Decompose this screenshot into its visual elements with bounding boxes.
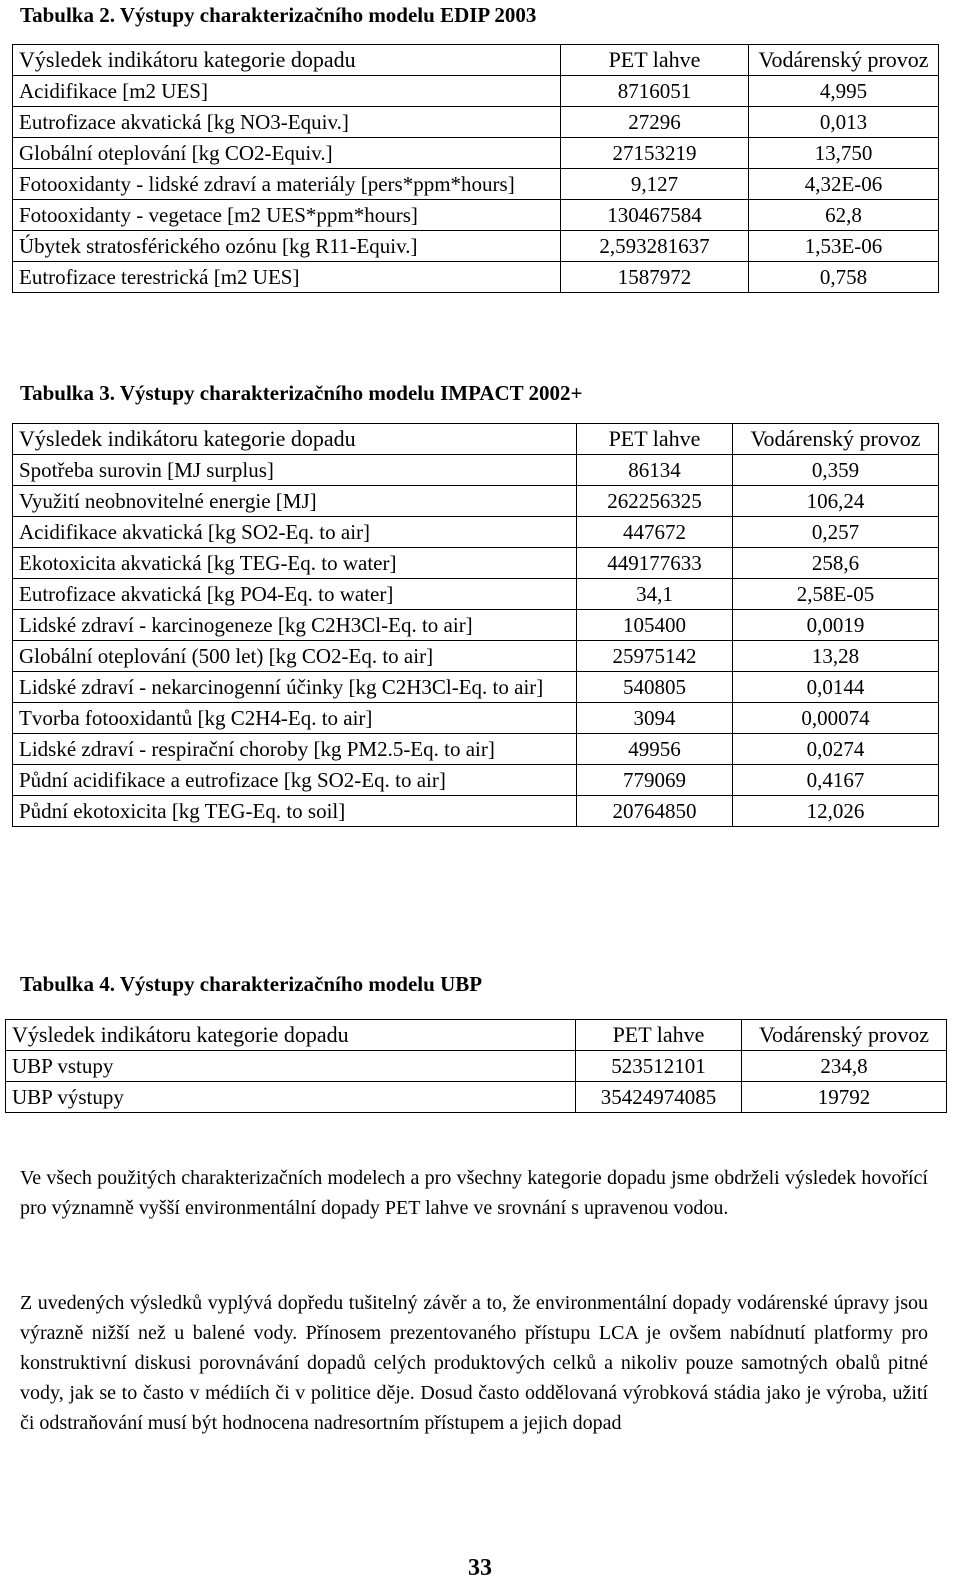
table-row: [13, 517, 939, 548]
table-row: [13, 672, 939, 703]
indicator-cell: Lidské zdraví - respirační choroby [kg PM2.5-Eq. to air]: [13, 734, 577, 765]
water-value-cell: 0,0144: [733, 672, 939, 703]
pet-value-cell: 540805: [577, 672, 733, 703]
table4-header-row: [6, 1020, 947, 1051]
water-value-cell: 0,0274: [733, 734, 939, 765]
table3-caption: Tabulka 3. Výstupy charakterizačního modelu IMPACT 2002+: [20, 381, 583, 405]
pet-value-cell: 262256325: [577, 486, 733, 517]
indicator-cell: Fotooxidanty - vegetace [m2 UES*ppm*hours]: [13, 200, 561, 231]
column-header-water: Vodárenský provoz: [749, 45, 939, 76]
indicator-cell: Eutrofizace terestrická [m2 UES]: [13, 262, 561, 293]
pet-value-cell: 1587972: [561, 262, 749, 293]
table-row: [13, 765, 939, 796]
water-value-cell: 0,359: [733, 455, 939, 486]
pet-value-cell: 49956: [577, 734, 733, 765]
table-row: [13, 107, 939, 138]
indicator-cell: Půdní acidifikace a eutrofizace [kg SO2-Eq. to air]: [13, 765, 577, 796]
water-value-cell: 1,53E-06: [749, 231, 939, 262]
water-value-cell: 13,28: [733, 641, 939, 672]
column-header-indicator: Výsledek indikátoru kategorie dopadu: [6, 1020, 576, 1051]
water-value-cell: 62,8: [749, 200, 939, 231]
column-header-indicator: Výsledek indikátoru kategorie dopadu: [13, 45, 561, 76]
indicator-cell: Spotřeba surovin [MJ surplus]: [13, 455, 577, 486]
pet-value-cell: 27153219: [561, 138, 749, 169]
water-value-cell: 12,026: [733, 796, 939, 827]
pet-value-cell: 449177633: [577, 548, 733, 579]
table4-body: [6, 1051, 947, 1113]
page-number: 33: [468, 1555, 492, 1581]
table-row: [13, 610, 939, 641]
pet-value-cell: 86134: [577, 455, 733, 486]
water-value-cell: 234,8: [742, 1051, 947, 1082]
water-value-cell: 0,257: [733, 517, 939, 548]
table-row: [13, 76, 939, 107]
pet-value-cell: 20764850: [577, 796, 733, 827]
water-value-cell: 0,4167: [733, 765, 939, 796]
column-header-pet: PET lahve: [561, 45, 749, 76]
column-header-indicator: Výsledek indikátoru kategorie dopadu: [13, 424, 577, 455]
table-row: [13, 703, 939, 734]
indicator-cell: Acidifikace akvatická [kg SO2-Eq. to air]: [13, 517, 577, 548]
indicator-cell: UBP výstupy: [6, 1082, 576, 1113]
pet-value-cell: 35424974085: [576, 1082, 742, 1113]
table-row: [13, 641, 939, 672]
indicator-cell: UBP vstupy: [6, 1051, 576, 1082]
water-value-cell: 2,58E-05: [733, 579, 939, 610]
indicator-cell: Lidské zdraví - karcinogeneze [kg C2H3Cl-Eq. to air]: [13, 610, 577, 641]
table-row: [13, 200, 939, 231]
water-value-cell: 258,6: [733, 548, 939, 579]
table-row: [6, 1051, 947, 1082]
indicator-cell: Eutrofizace akvatická [kg PO4-Eq. to water]: [13, 579, 577, 610]
table-row: [13, 169, 939, 200]
table-row: [13, 262, 939, 293]
water-value-cell: 0,00074: [733, 703, 939, 734]
column-header-water: Vodárenský provoz: [742, 1020, 947, 1051]
table-row: [13, 734, 939, 765]
pet-value-cell: 523512101: [576, 1051, 742, 1082]
column-header-water: Vodárenský provoz: [733, 424, 939, 455]
indicator-cell: Tvorba fotooxidantů [kg C2H4-Eq. to air]: [13, 703, 577, 734]
pet-value-cell: 8716051: [561, 76, 749, 107]
table4-caption: Tabulka 4. Výstupy charakterizačního modelu UBP: [20, 972, 483, 996]
pet-value-cell: 9,127: [561, 169, 749, 200]
column-header-pet: PET lahve: [576, 1020, 742, 1051]
indicator-cell: Fotooxidanty - lidské zdraví a materiály [pers*ppm*hours]: [13, 169, 561, 200]
indicator-cell: Globální oteplování [kg CO2-Equiv.]: [13, 138, 561, 169]
indicator-cell: Lidské zdraví - nekarcinogenní účinky [kg C2H3Cl-Eq. to air]: [13, 672, 577, 703]
indicator-cell: Acidifikace [m2 UES]: [13, 76, 561, 107]
water-value-cell: 106,24: [733, 486, 939, 517]
pet-value-cell: 130467584: [561, 200, 749, 231]
table-row: [13, 796, 939, 827]
table2-body: [13, 76, 939, 293]
table-row: [13, 486, 939, 517]
indicator-cell: Ekotoxicita akvatická [kg TEG-Eq. to water]: [13, 548, 577, 579]
table4: [5, 1019, 947, 1113]
water-value-cell: 0,758: [749, 262, 939, 293]
water-value-cell: 0,0019: [733, 610, 939, 641]
indicator-cell: Globální oteplování (500 let) [kg CO2-Eq. to air]: [13, 641, 577, 672]
table2-header-row: [13, 45, 939, 76]
table2: [12, 44, 939, 293]
water-value-cell: 4,32E-06: [749, 169, 939, 200]
pet-value-cell: 779069: [577, 765, 733, 796]
body-paragraph-2: Z uvedených výsledků vyplývá dopředu tušitelný závěr a to, že environmentální dopady vodárenské úpravy jsou výrazně nižší než u balené vody. Přínosem prezentovaného přístupu LCA je ovšem nabídnutí platformy pro konstruktivní diskusi porovnávání dopadů celých produktových celků a nikoliv pouze samotných obalů pitné vody, jak se to často v médiích či v politice děje. Dosud často oddělovaná výrobková stádia jako je výroba, užití či odstraňování musí být hodnocena nadresortním přístupem a jejich dopad: [20, 1292, 928, 1434]
table-row: [13, 579, 939, 610]
table3-header-row: [13, 424, 939, 455]
indicator-cell: Využití neobnovitelné energie [MJ]: [13, 486, 577, 517]
water-value-cell: 19792: [742, 1082, 947, 1113]
water-value-cell: 0,013: [749, 107, 939, 138]
pet-value-cell: 27296: [561, 107, 749, 138]
indicator-cell: Půdní ekotoxicita [kg TEG-Eq. to soil]: [13, 796, 577, 827]
table-row: [13, 548, 939, 579]
indicator-cell: Úbytek stratosférického ozónu [kg R11-Equiv.]: [13, 231, 561, 262]
pet-value-cell: 105400: [577, 610, 733, 641]
indicator-cell: Eutrofizace akvatická [kg NO3-Equiv.]: [13, 107, 561, 138]
pet-value-cell: 3094: [577, 703, 733, 734]
table-row: [13, 138, 939, 169]
body-paragraph-1: Ve všech použitých charakterizačních modelech a pro všechny kategorie dopadu jsme obdrželi výsledek hovořící pro významně vyšší environmentální dopady PET lahve ve srovnání s upravenou vodou.: [20, 1167, 928, 1219]
pet-value-cell: 25975142: [577, 641, 733, 672]
table-row: [6, 1082, 947, 1113]
column-header-pet: PET lahve: [577, 424, 733, 455]
table2-caption: Tabulka 2. Výstupy charakterizačního modelu EDIP 2003: [20, 3, 537, 27]
water-value-cell: 4,995: [749, 76, 939, 107]
table3-body: [13, 455, 939, 827]
table-row: [13, 231, 939, 262]
pet-value-cell: 34,1: [577, 579, 733, 610]
table3: [12, 423, 939, 827]
water-value-cell: 13,750: [749, 138, 939, 169]
pet-value-cell: 2,593281637: [561, 231, 749, 262]
pet-value-cell: 447672: [577, 517, 733, 548]
table-row: [13, 455, 939, 486]
